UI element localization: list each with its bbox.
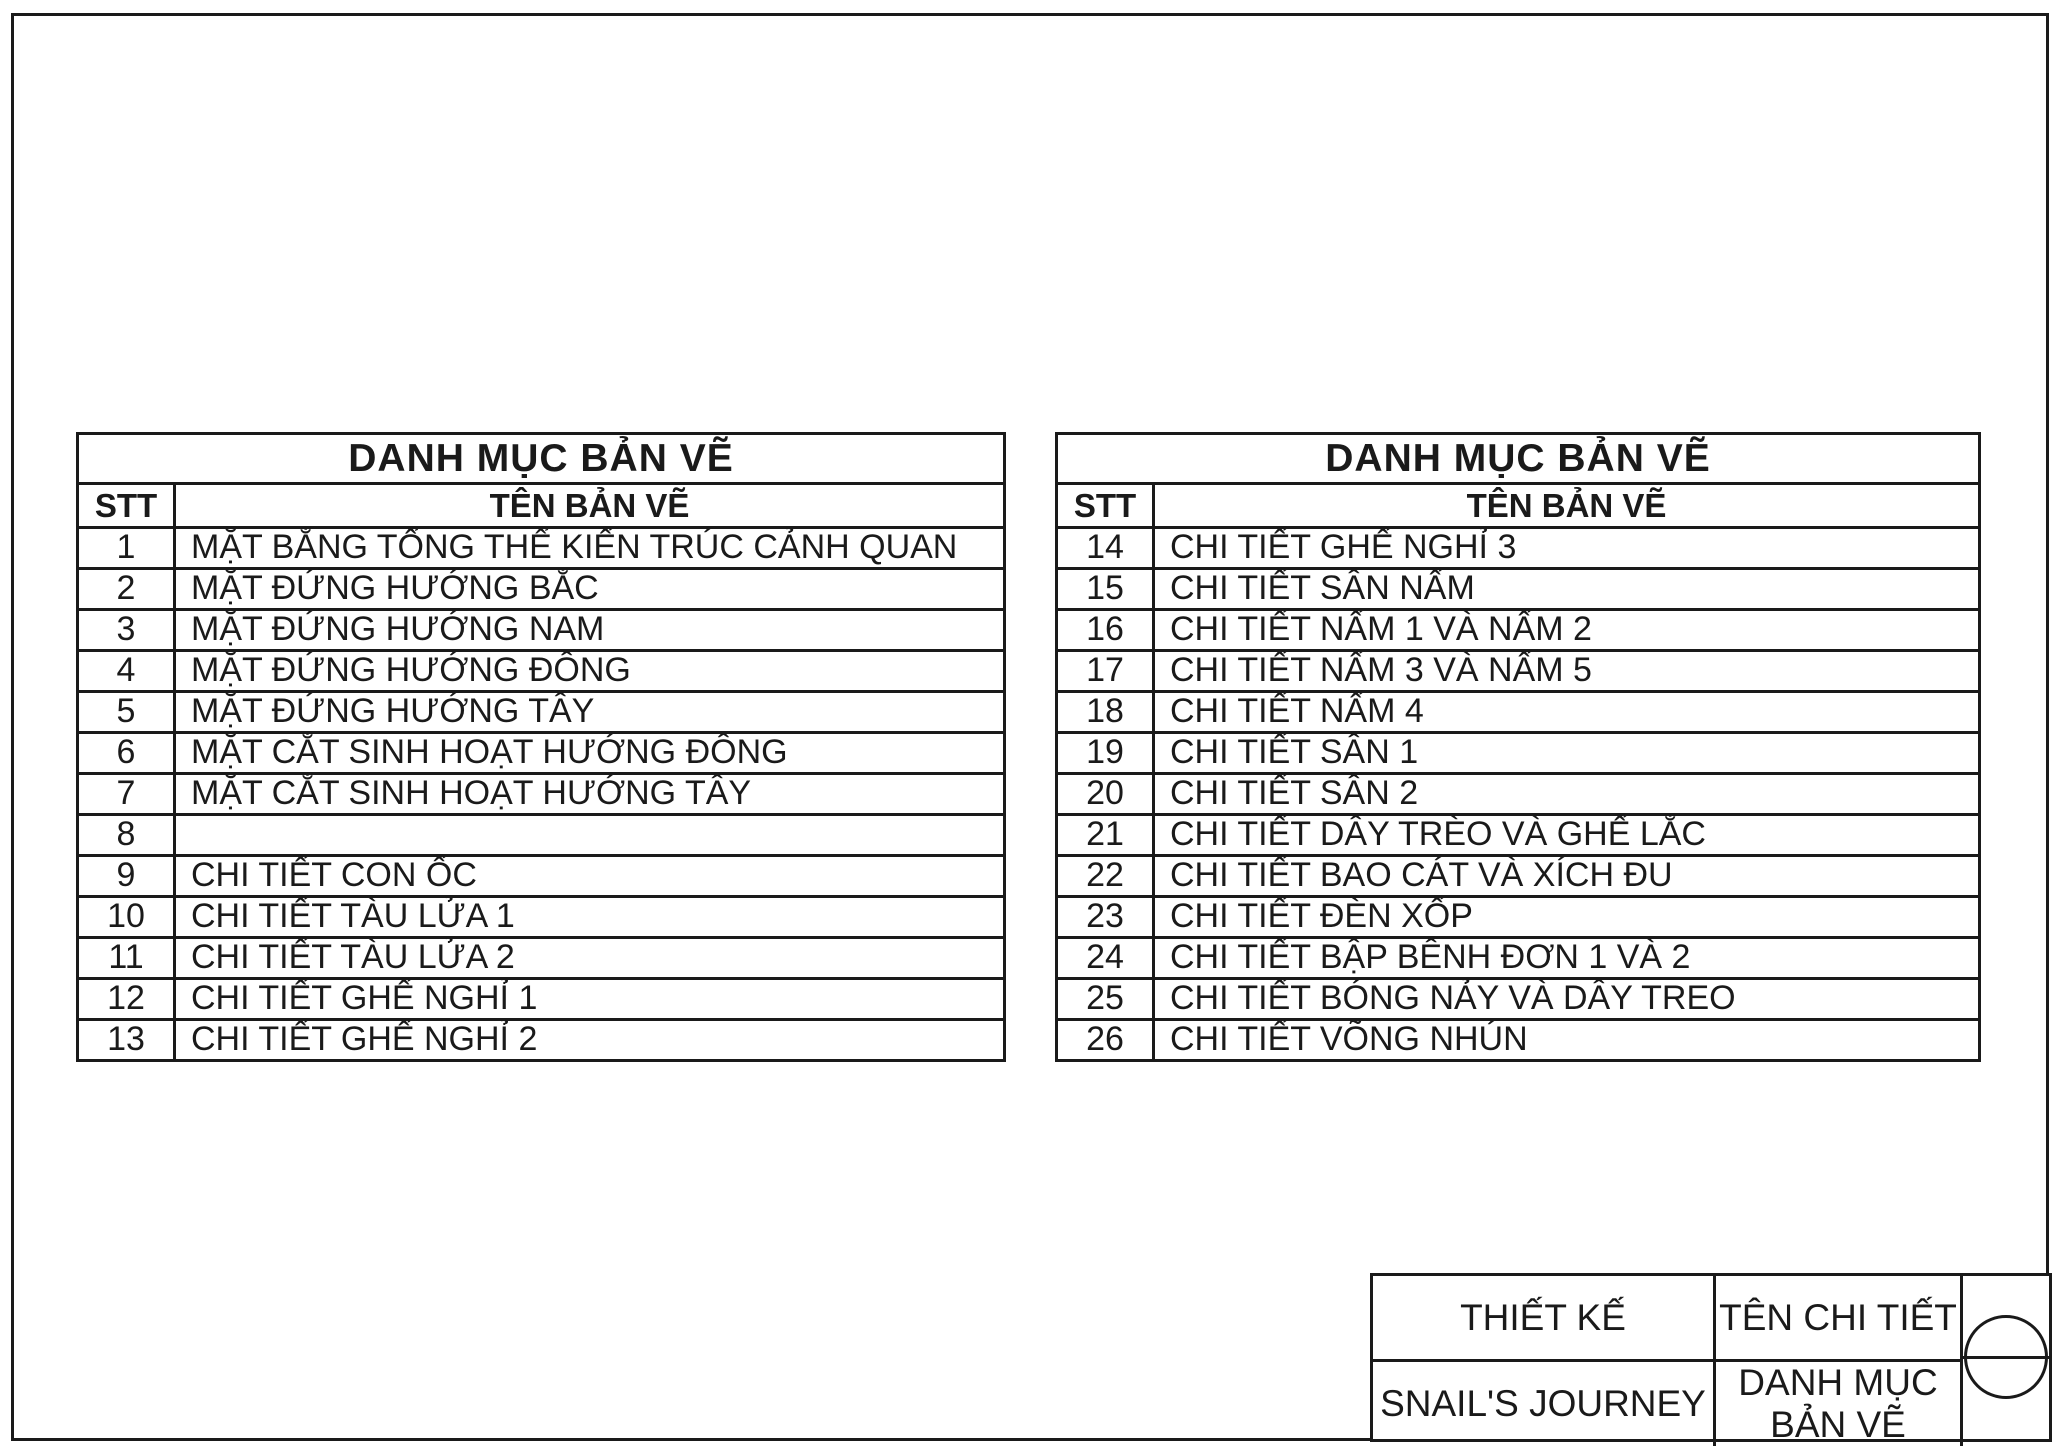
drawing-name: CHI TIẾT VÕNG NHÚN <box>1170 1021 1528 1058</box>
circle-symbol-icon <box>1964 1315 2048 1399</box>
table-row <box>79 816 1003 857</box>
drawing-list-table-right <box>1055 432 1981 1062</box>
row-number: 18 <box>1058 693 1155 731</box>
drawing-name: CHI TIẾT CON ỐC <box>191 857 477 894</box>
drawing-name: CHI TIẾT SÂN 1 <box>1170 734 1419 771</box>
drawing-name: CHI TIẾT GHẾ NGHỈ 3 <box>1170 529 1517 566</box>
row-number: 15 <box>1058 570 1155 608</box>
table-row <box>79 529 1003 570</box>
table-row <box>1058 734 1978 775</box>
table-rows <box>1058 529 1978 1059</box>
header-stt: STT <box>1058 485 1155 526</box>
drawing-name: MẶT CẮT SINH HOẠT HƯỚNG TÂY <box>191 775 752 812</box>
row-number: 24 <box>1058 939 1155 977</box>
table-row <box>1058 857 1978 898</box>
table-row <box>1058 939 1978 980</box>
row-number: 11 <box>79 939 176 977</box>
detail-label: TÊN CHI TIẾT <box>1713 1276 1960 1359</box>
table-row <box>79 611 1003 652</box>
drawing-name: CHI TIẾT SÂN NẤM <box>1170 570 1475 607</box>
drawing-name: CHI TIẾT NẤM 1 VÀ NẤM 2 <box>1170 611 1592 648</box>
table-title: DANH MỤC BẢN VẼ <box>79 435 1003 485</box>
header-stt: STT <box>79 485 176 526</box>
table-row <box>79 734 1003 775</box>
table-row <box>1058 570 1978 611</box>
table-row <box>1058 1021 1978 1059</box>
row-number: 23 <box>1058 898 1155 936</box>
table-row <box>79 1021 1003 1059</box>
header-name: TÊN BẢN VẼ <box>1466 487 1667 524</box>
table-row <box>79 570 1003 611</box>
table-row <box>79 652 1003 693</box>
table-row <box>79 980 1003 1021</box>
drawing-name: MẶT ĐỨNG HƯỚNG BẮC <box>191 570 599 607</box>
drawing-name: CHI TIẾT NẤM 4 <box>1170 693 1424 730</box>
table-row <box>1058 898 1978 939</box>
drawing-name: CHI TIẾT GHẾ NGHỈ 1 <box>191 980 538 1017</box>
row-number: 2 <box>79 570 176 608</box>
row-number: 4 <box>79 652 176 690</box>
drawing-name: MẶT BẰNG TỔNG THỂ KIẾN TRÚC CẢNH QUAN <box>191 529 958 566</box>
drawing-name: CHI TIẾT GHẾ NGHỈ 2 <box>191 1021 538 1058</box>
row-number: 7 <box>79 775 176 813</box>
drawing-list-table-left <box>76 432 1006 1062</box>
drawing-name: CHI TIẾT BẬP BÊNH ĐƠN 1 VÀ 2 <box>1170 939 1691 976</box>
drawing-name: CHI TIẾT SÂN 2 <box>1170 775 1419 812</box>
table-rows <box>79 529 1003 1059</box>
row-number: 12 <box>79 980 176 1018</box>
drawing-name: MẶT ĐỨNG HƯỚNG TÂY <box>191 693 595 730</box>
row-number: 26 <box>1058 1021 1155 1059</box>
table-row <box>1058 529 1978 570</box>
row-number: 3 <box>79 611 176 649</box>
drawing-name <box>176 816 1003 854</box>
row-number: 21 <box>1058 816 1155 854</box>
drawing-name: CHI TIẾT DÂY TRÈO VÀ GHẾ LẮC <box>1170 816 1706 853</box>
table-row <box>1058 693 1978 734</box>
drawing-name: MẶT CẮT SINH HOẠT HƯỚNG ĐÔNG <box>191 734 788 771</box>
drawing-name: CHI TIẾT NẤM 3 VÀ NẤM 5 <box>1170 652 1592 689</box>
row-number: 17 <box>1058 652 1155 690</box>
row-number: 13 <box>79 1021 176 1059</box>
table-row <box>1058 775 1978 816</box>
table-row <box>1058 980 1978 1021</box>
table-row <box>1058 611 1978 652</box>
design-label: THIẾT KẾ <box>1460 1296 1626 1338</box>
drawing-name: MẶT ĐỨNG HƯỚNG NAM <box>191 611 605 648</box>
row-number: 25 <box>1058 980 1155 1018</box>
row-number: 6 <box>79 734 176 772</box>
drawing-name: CHI TIẾT BÓNG NẢY VÀ DÂY TREO <box>1170 980 1736 1017</box>
row-number: 22 <box>1058 857 1155 895</box>
table-row <box>79 775 1003 816</box>
designer-name: SNAIL'S JOURNEY <box>1373 1359 1713 1446</box>
detail-name <box>1713 1359 1960 1446</box>
table-row <box>79 939 1003 980</box>
table-row <box>79 857 1003 898</box>
drawing-name: MẶT ĐỨNG HƯỚNG ĐÔNG <box>191 652 631 689</box>
row-number: 14 <box>1058 529 1155 567</box>
drawing-name: CHI TIẾT ĐÈN XỐP <box>1170 898 1473 935</box>
row-number: 5 <box>79 693 176 731</box>
table-row <box>1058 652 1978 693</box>
table-row <box>1058 816 1978 857</box>
table-header <box>79 485 1003 529</box>
revision-symbol-cell <box>1960 1276 2049 1446</box>
detail-name-line2: BẢN VẼ <box>1770 1404 1906 1445</box>
header-name: TÊN BẢN VẼ <box>489 487 690 524</box>
table-title: DANH MỤC BẢN VẼ <box>1058 435 1978 485</box>
drawing-name: CHI TIẾT TÀU LỬA 1 <box>191 898 515 935</box>
row-number: 10 <box>79 898 176 936</box>
detail-name-line1: DANH MỤC <box>1738 1362 1938 1403</box>
row-number: 9 <box>79 857 176 895</box>
table-header <box>1058 485 1978 529</box>
row-number: 16 <box>1058 611 1155 649</box>
row-number: 8 <box>79 816 176 854</box>
row-number: 1 <box>79 529 176 567</box>
row-number: 19 <box>1058 734 1155 772</box>
title-block <box>1370 1273 2052 1445</box>
drawing-name: CHI TIẾT TÀU LỬA 2 <box>191 939 515 976</box>
row-number: 20 <box>1058 775 1155 813</box>
drawing-name: CHI TIẾT BAO CÁT VÀ XÍCH ĐU <box>1170 857 1673 894</box>
table-row <box>79 898 1003 939</box>
table-row <box>79 693 1003 734</box>
